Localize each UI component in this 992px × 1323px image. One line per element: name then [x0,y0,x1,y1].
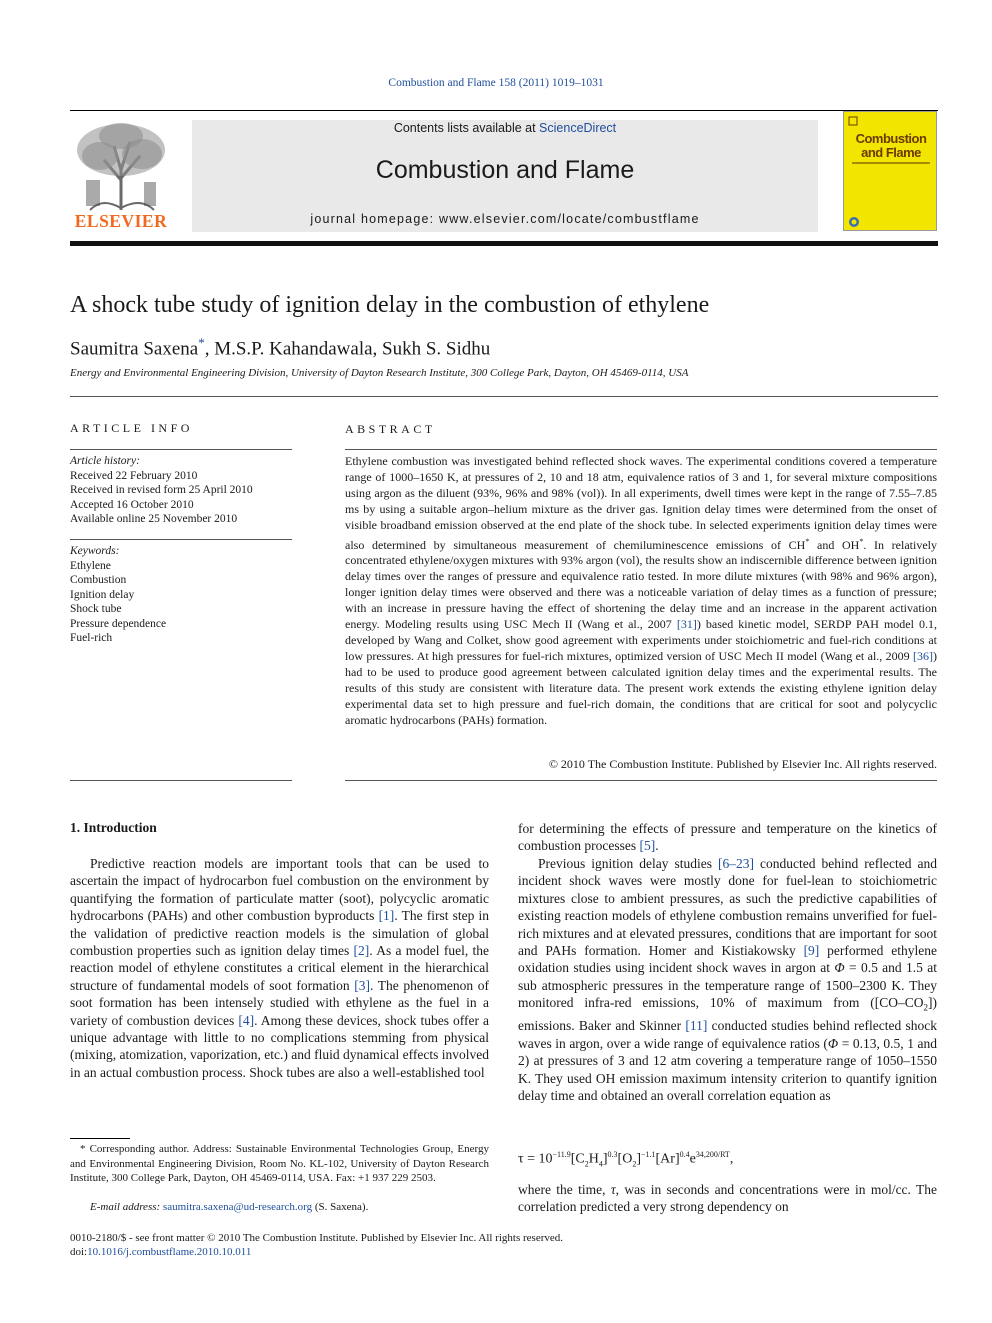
symbol-phi: Φ [834,960,845,976]
eq-part: [O [617,1151,633,1167]
text-run: . The first step in the validation of predictive reaction models is the simulation of global combustion properties such as ignition delay times [70,908,489,959]
author-list [70,335,490,360]
eq-subscript: 4 [598,1159,603,1169]
article-title: A shock tube study of ignition delay in the combustion of ethylene [70,292,710,318]
author-1[interactable]: Saumitra Saxena [70,338,199,360]
abstract-part: ) had to be used to produce good agreement between calculated ignition delay times and the experimental results. The results of this study are consistent with literature data. The present work extends the existing ethylene ignition delay experimental data set to high pressure and fuel-rich domain, the conditions that are critical for soot and polycyclic aromatic hydrocarbons (PAHs) formation. [345,648,937,727]
eq-part: ] [636,1151,641,1167]
elsevier-tree-logo[interactable] [70,120,172,212]
contents-prefix: Contents lists available at [393,121,540,135]
cover-title [846,132,936,160]
email-owner: (S. Saxena). [312,1201,369,1213]
section-heading: 1. Introduction [70,820,157,835]
eq-part: H [588,1151,599,1167]
text-run: Predictive reaction models are important tools that can be used to ascertain the impact of hydrocarbon fuel combustion on the environment by quantifying the formation of particulate matter (soot), polycyclic aromatic hydrocarbons (PAHs) and other combustion byproducts [70,856,489,924]
intro-paragraph-1 [70,855,489,1081]
intro-paragraph-3 [518,1181,937,1216]
text-run: . The phenomenon of soot formation has been intensely studied with ethylene as the fuel in a variety of combustion devices [70,977,489,1028]
reference-link[interactable]: [6–23] [718,856,755,871]
footnote-rule [70,1138,130,1139]
text-run: Previous ignition delay studies [538,856,719,871]
journal-cover-thumbnail[interactable] [843,111,937,231]
keywords [70,544,292,646]
symbol-phi: Φ [827,1035,839,1051]
eq-part: , [729,1151,734,1167]
cover-seal-icon [848,216,860,228]
history-revised: Received in revised form 25 April 2010 [70,484,253,496]
text-run: . As a model fuel, the reaction model of ethylene constitutes a critical element in the hierarchical structure of fundamental models of soot formation [70,943,489,993]
eq-part: τ = 10 [518,1151,553,1167]
reference-link[interactable]: [2] [353,943,370,959]
eq-part: [Ar] [655,1151,680,1167]
eq-subscript: 2 [584,1159,589,1169]
keyword: Shock tube [70,603,122,615]
journal-citation[interactable]: Combustion and Flame 158 (2011) 1019–1031 [388,77,604,89]
superscript: * [859,536,864,546]
eq-exponent: 0.3 [607,1150,618,1159]
abstract-part: and OH [809,537,860,552]
history-label: Article history: [70,455,140,467]
superscript: * [805,536,810,546]
history-accepted: Accepted 16 October 2010 [70,498,194,511]
text-run: , was in seconds and concentrations were in mol/cc. The correlation predicted a very strong dependency on [518,1182,937,1215]
doi-line [70,1245,251,1259]
footnote-mark: * [80,1143,86,1155]
abstract-bottom-rule [345,780,937,781]
journal-title: Combustion and Flame [375,156,635,184]
email-footnote [90,1200,489,1215]
intro-paragraph-2 [518,855,937,1104]
text-run: where the time, [518,1182,611,1197]
keyword: Pressure dependence [70,617,167,630]
text-run: = 0.5 and 1.5 at sub atmospheric pressures in the temperature range of 1500–2300 K. They monitored infra-red emissions, 10% of maximum from ([CO–CO [518,960,937,1011]
eq-exponent: −11.9 [552,1150,571,1159]
abstract-part: Ethylene combustion was investigated behind reflected shock waves. The experimental conditions covered a temperature range of 1000–1650 K, at pressures of 2, 10 and 18 atm, equivalence ratios of 3 and 1, for several mixture compositions using argon as the diluent (93%, 96% and 98% (vol)). In all experiments, dwell times were kept in the range of 7.55–7.85 ms by using a suitable argon–helium mixture as the driver gas. Ignition delay times were determined from the onset of visible broadband emission observed at the end plate of the shock tube. In selected experiments ignition delay times were also determined by simultaneous measurement of chemiluminescence emissions of CH [345,454,937,552]
abstract-rule [345,449,937,450]
corresponding-author-footnote [70,1142,489,1186]
text-run: for determining the effects of pressure and temperature on the kinetics of combustion processes [518,821,937,854]
keywords-label: Keywords: [70,545,120,557]
keyword: Ignition delay [70,588,135,601]
eq-part: ] [602,1151,608,1167]
keyword: Ethylene [70,559,111,572]
text-run: conducted studies behind reflected shock waves in argon, over a wide range of equivalence ratios ( [518,1018,937,1051]
text-run: = 0.13, 0.5, 1 and 2) at pressures of 3 and 12 atm covering a temperature range of 1050–1550 K. They used OH emission maximum intensity criterion to quantify ignition delay time and obtained an overall correlation equation as [518,1035,937,1103]
cover-emblem-icon [848,116,858,126]
sciencedirect-link[interactable]: ScienceDirect [539,121,617,135]
header-bottom-rule [70,241,938,246]
article-history [70,454,292,527]
eq-part: [C [570,1151,585,1167]
reference-link[interactable]: [31] [676,617,697,632]
doi-link[interactable]: 10.1016/j.combustflame.2010.10.011 [87,1246,252,1258]
article-info-rule [70,449,292,450]
cover-title-line2: and Flame [861,145,921,160]
doi-label: doi: [70,1246,88,1258]
corresponding-author-mark[interactable]: * [198,335,205,350]
journal-homepage[interactable]: journal homepage: www.elsevier.com/locate/combustflame [310,212,700,226]
keyword: Fuel-rich [70,632,113,644]
eq-exponent: 34,200/RT [695,1150,730,1159]
reference-link[interactable]: [36] [913,648,933,663]
abstract-copyright: © 2010 The Combustion Institute. Published by Elsevier Inc. All rights reserved. [548,757,937,771]
article-info-bottom-rule [70,780,292,781]
reference-link[interactable]: [4] [238,1012,255,1028]
reference-link[interactable]: [9] [803,943,820,959]
eq-exponent: −1.1 [641,1150,656,1159]
eq-subscript: 2 [632,1159,637,1169]
contents-line [192,121,818,135]
elsevier-wordmark: ELSEVIER [74,211,168,231]
footnote-text: Corresponding author. Address: Sustainable Environmental Technologies Group, Energy and Environmental Engineering Division, Room No. KL-102, University of Dayton Research Institute, 300 College Park, Dayton, OH 45469-0114, USA. Fax: +1 937 229 2503. [70,1143,489,1184]
subscript: 2 [923,1002,928,1013]
text-run: . Among these devices, shock tubes offer a unique advantage with little to no complications stemming from physical (mixing, atomization, vaporization, etc.) and fluid dynamical effects involved in an actual combustion process. Shock tubes are also a well-established tool [70,1012,489,1080]
intro-paragraph-1-continued [518,820,937,855]
cover-subtitle-bar [852,162,930,164]
text-run: conducted behind reflected and incident shock waves were mostly done for fuel-lean to stoichiometric mixtures close to ambient pressures, as such the predictive capabilities of existing reaction models of ethylene combustion remains unverified for fuel-rich mixtures and at elevated pressures, conditions that are important for soot and PAHs formation. Homer and Kistiakowsky [518,856,937,959]
issn-line: 0010-2180/$ - see front matter © 2010 The Combustion Institute. Published by Elsevier Inc. All rights reserved. [70,1232,563,1244]
affiliation: Energy and Environmental Engineering Division, University of Dayton Research Institute, 300 College Park, Dayton, OH 45469-0114, USA [70,367,689,379]
abstract-heading: ABSTRACT [345,422,436,436]
abstract-part: ) based kinetic model, SERDP PAH model 0.1, developed by Wang and Colket, show good agreement with experiments under stoichiometric and fuel-rich conditions at low pressures. At high pressures for fuel-rich mixtures, optimized version of USC Mech II model (Wang et al., 2009 [345,617,937,663]
email-link[interactable]: saumitra.saxena@ud-research.org [162,1201,313,1213]
history-online: Available online 25 November 2010 [70,513,238,525]
text-run: . [655,838,659,854]
email-label: E-mail address: [90,1201,161,1213]
reference-link[interactable]: [5] [639,838,656,854]
abstract-text [345,454,937,728]
correlation-equation [518,1150,733,1168]
header-top-rule [70,110,938,111]
reference-link[interactable]: [11] [685,1018,708,1034]
abstract-part: . In relatively concentrated ethylene/oxygen mixtures with 93% argon (vol), the results show an indiscernible difference between ignition delay times over the ranges of pressure and equivalence ratio tested. In more dilute mixtures (with 98% and 96% argon), longer ignition delay times were observed and there was a noticeable variation of delay times as a function of pressure; with an increase in pressure having the effect of shortening the delay time and an increase in the apparent activation energy. Modeling results using USC Mech II (Wang et al., 2007 [345,537,937,632]
keyword: Combustion [70,574,127,586]
symbol-tau: τ [610,1182,616,1197]
eq-part: e [689,1151,696,1167]
reference-link[interactable]: [3] [354,977,371,993]
history-received: Received 22 February 2010 [70,469,198,482]
text-run: performed ethylene oxidation studies using incident shock waves in argon at [518,943,937,976]
title-block-rule [70,396,938,397]
article-info-heading: ARTICLE INFO [70,421,193,435]
text-run: ]) emissions. Baker and Skinner [518,995,937,1034]
cover-title-line1: Combustion [855,131,927,146]
reference-link[interactable]: [1] [378,908,395,924]
other-authors: , M.S.P. Kahandawala, Sukh S. Sidhu [204,338,491,360]
eq-exponent: 0.4 [679,1150,690,1159]
keywords-rule [70,539,292,540]
